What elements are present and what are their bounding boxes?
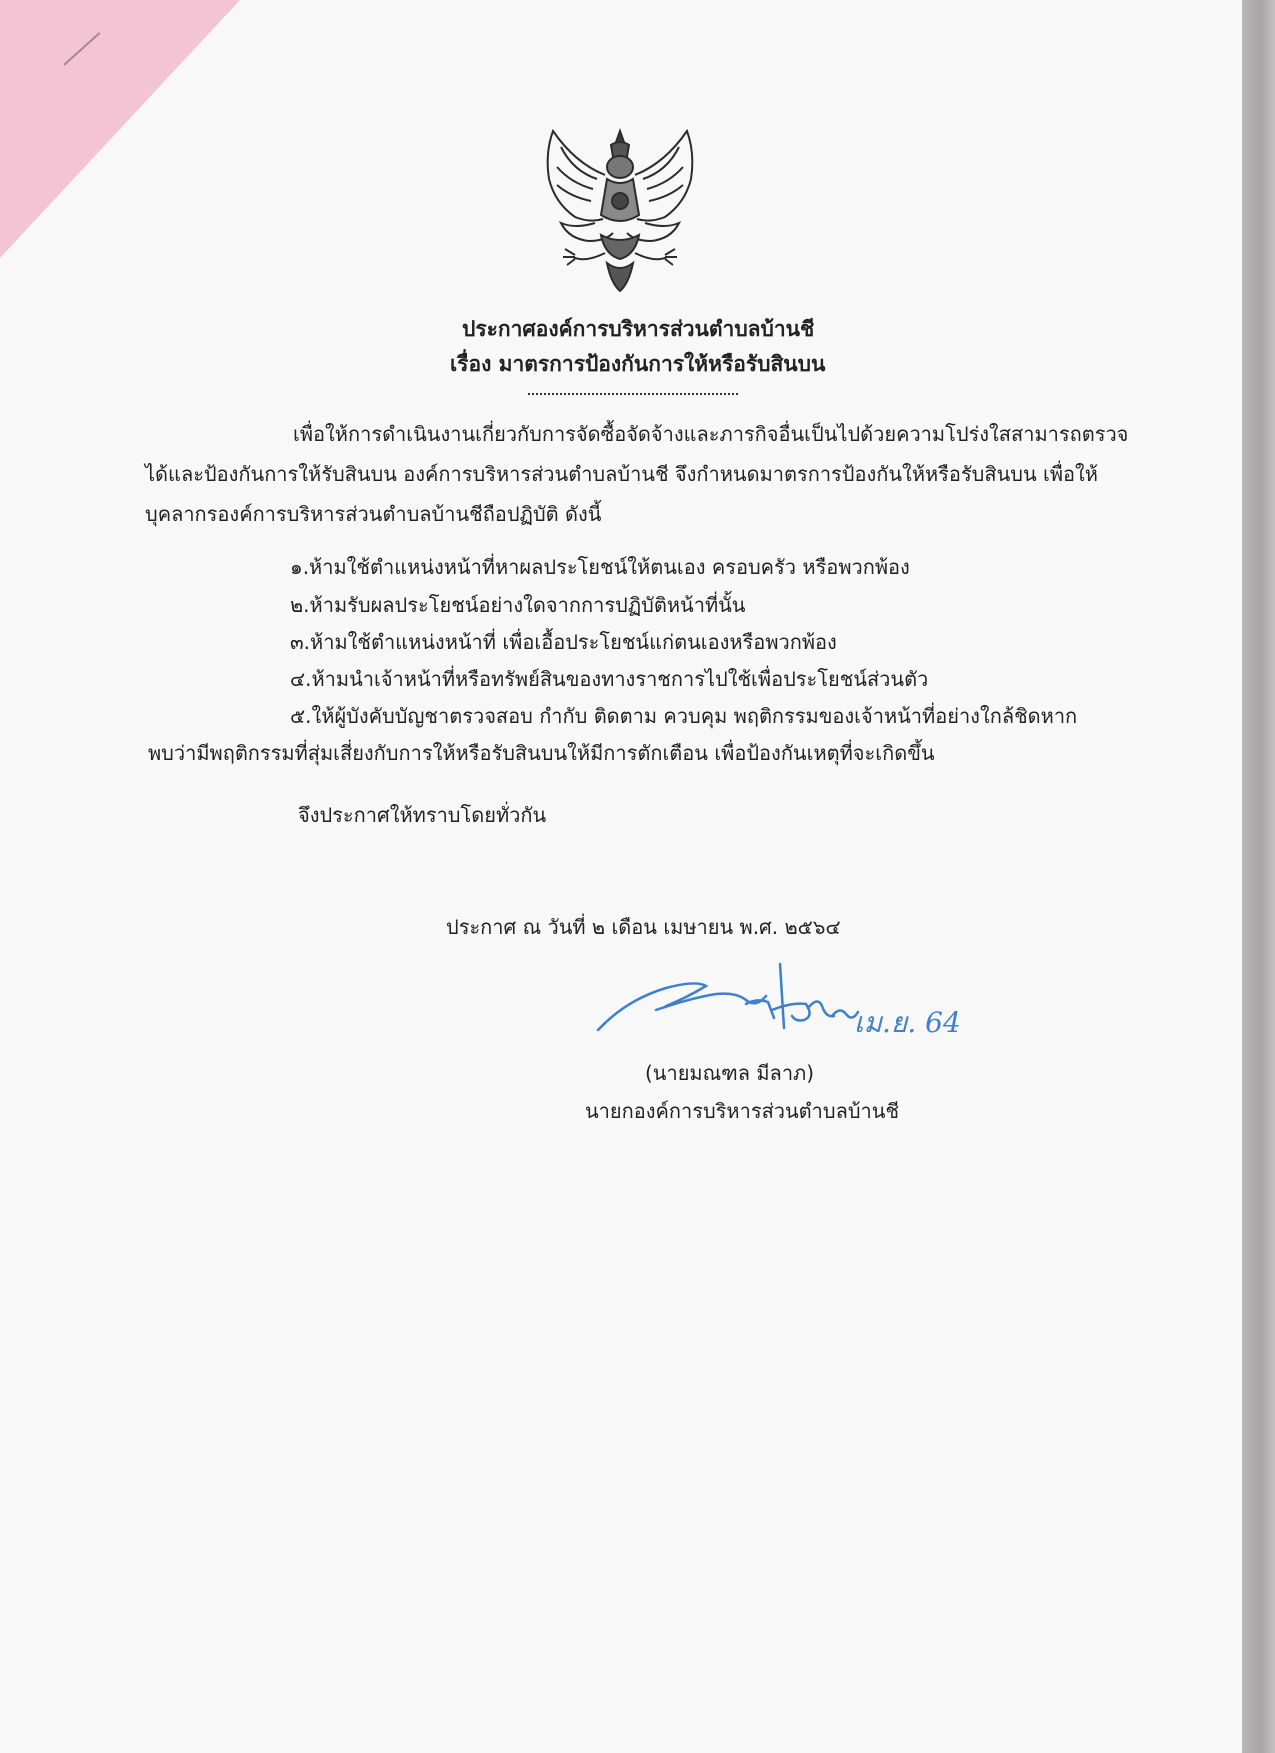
closing-statement: จึงประกาศให้ทราบโดยทั่วกัน <box>298 803 547 827</box>
measure-3: ๓.ห้ามใช้ตำแหน่งหน้าที่ เพื่อเอื้อประโยชน์แก่ตนเองหรือพวกพ้อง <box>290 630 837 654</box>
announcement-subject: เรื่อง มาตรการป้องกันการให้หรือรับสินบน <box>450 352 826 376</box>
title-divider <box>528 393 738 395</box>
announcement-date: ประกาศ ณ วันที่ ๒ เดือน เมษายน พ.ศ. ๒๕๖๔ <box>446 915 841 939</box>
signer-name: (นายมณฑล มีลาภ) <box>645 1061 815 1085</box>
signature-date-note: เม.ย. 64 <box>854 1006 961 1039</box>
intro-line-3: บุคลากรองค์การบริหารส่วนตำบลบ้านชีถือปฏิบัติ ดังนี้ <box>145 502 602 526</box>
signer-position: นายกองค์การบริหารส่วนตำบลบ้านชี <box>585 1099 900 1123</box>
measure-5: ๕.ให้ผู้บังคับบัญชาตรวจสอบ กำกับ ติดตาม ควบคุม พฤติกรรมของเจ้าหน้าที่อย่างใกล้ชิดหาก <box>290 704 1078 728</box>
intro-line-1: เพื่อให้การดำเนินงานเกี่ยวกับการจัดซื้อจัดจ้างและภารกิจอื่นเป็นไปด้วยความโปร่งใสสามารถตรวจ <box>293 422 1129 446</box>
scan-edge <box>1242 0 1275 1753</box>
announcement-title: ประกาศองค์การบริหารส่วนตำบลบ้านชี <box>462 317 815 341</box>
measure-1: ๑.ห้ามใช้ตำแหน่งหน้าที่หาผลประโยชน์ให้ตนเอง ครอบครัว หรือพวกพ้อง <box>290 555 910 579</box>
handwritten-signature <box>596 958 961 1058</box>
measure-5-continued: พบว่ามีพฤติกรรมที่สุ่มเสี่ยงกับการให้หรือรับสินบนให้มีการตักเตือน เพื่อป้องกันเหตุที่จะเกิดขึ้น <box>148 741 935 765</box>
measure-4: ๔.ห้ามนำเจ้าหน้าที่หรือทรัพย์สินของทางราชการไปใช้เพื่อประโยชน์ส่วนตัว <box>290 667 929 691</box>
intro-line-2: ได้และป้องกันการให้รับสินบน องค์การบริหารส่วนตำบลบ้านชี จึงกำหนดมาตรการป้องกันให้หรือรับสินบน เพื่อให้ <box>145 462 1098 486</box>
measure-2: ๒.ห้ามรับผลประโยชน์อย่างใดจากการปฏิบัติหน้าที่นั้น <box>290 593 746 617</box>
garuda-emblem-icon <box>535 123 705 298</box>
